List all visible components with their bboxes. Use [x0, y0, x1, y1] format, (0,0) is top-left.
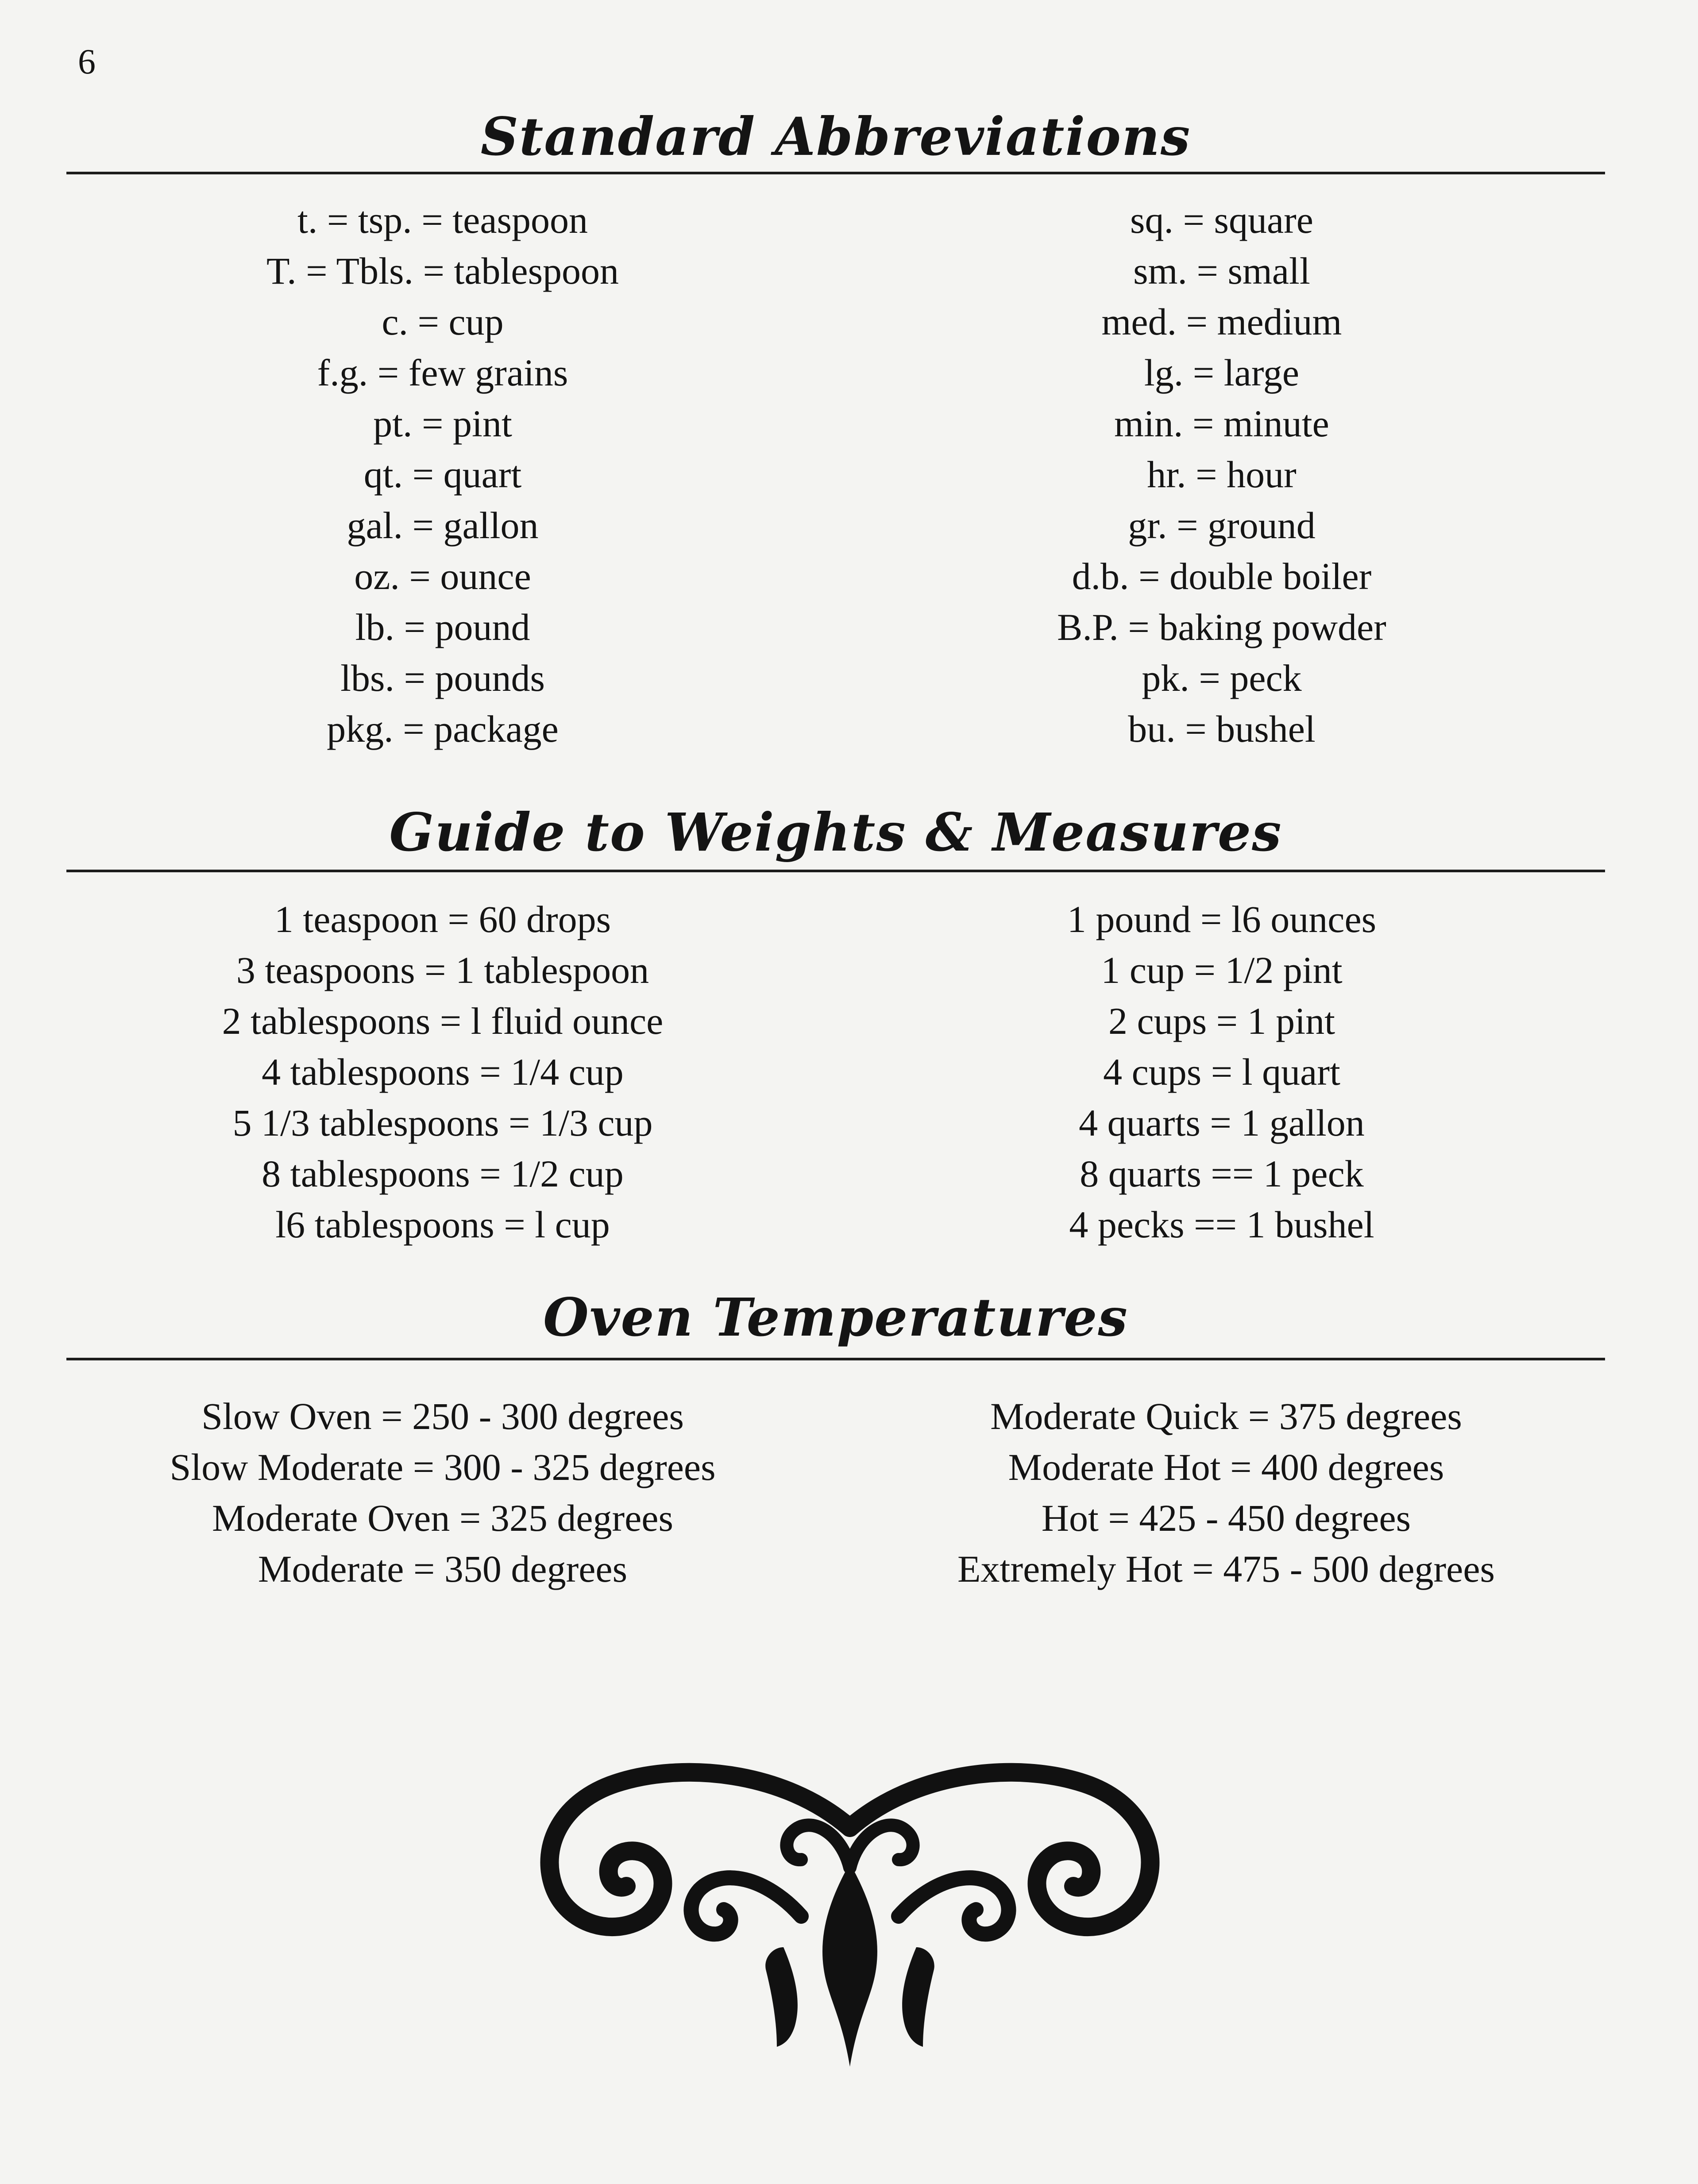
oven-right-column — [859, 1391, 1594, 1595]
measure-item: 3 teaspoons = 1 tablespoon — [236, 949, 649, 991]
abbreviation-item: oz. = ounce — [354, 555, 531, 597]
measure-item: 1 cup = 1/2 pint — [1101, 949, 1343, 991]
measure-item: 1 pound = l6 ounces — [1067, 898, 1377, 940]
abbreviations-left-column — [89, 195, 797, 755]
measure-item: 5 1/3 tablespoons = 1/3 cup — [232, 1102, 653, 1144]
oven-temperature-item: Hot = 425 - 450 degrees — [1041, 1497, 1411, 1539]
oven-temperature-item: Moderate Oven = 325 degrees — [212, 1497, 673, 1539]
oven-divider — [66, 1358, 1605, 1360]
measure-item: 1 teaspoon = 60 drops — [274, 898, 611, 940]
scroll-flourish-icon — [536, 1757, 1164, 2084]
weights-title: Guide to Weights & Measures — [389, 801, 1282, 863]
weights-right-column — [868, 894, 1576, 1250]
oven-temperature-item: Moderate = 350 degrees — [258, 1548, 628, 1590]
abbreviations-right-column — [868, 195, 1576, 755]
abbreviation-item: bu. = bushel — [1128, 708, 1316, 750]
abbreviation-item: B.P. = baking powder — [1057, 606, 1386, 648]
abbreviation-item: lbs. = pounds — [340, 657, 545, 699]
measure-item: l6 tablespoons = l cup — [275, 1203, 610, 1246]
weights-divider — [66, 870, 1605, 872]
abbreviation-item: sq. = square — [1130, 199, 1313, 241]
oven-temperature-item: Slow Oven = 250 - 300 degrees — [201, 1395, 684, 1437]
abbreviation-item: t. = tsp. = teaspoon — [297, 199, 588, 241]
abbreviation-item: min. = minute — [1114, 402, 1329, 445]
oven-temperature-item: Moderate Hot = 400 degrees — [1008, 1446, 1444, 1488]
page-number: 6 — [78, 42, 96, 81]
abbreviation-item: pt. = pint — [373, 402, 512, 445]
oven-left-column — [66, 1391, 819, 1595]
abbreviation-item: lg. = large — [1144, 351, 1300, 394]
oven-temperature-item: Slow Moderate = 300 - 325 degrees — [170, 1446, 716, 1488]
abbreviation-item: T. = Tbls. = tablespoon — [266, 250, 619, 292]
abbreviations-divider — [66, 172, 1605, 174]
oven-temperature-item: Moderate Quick = 375 degrees — [990, 1395, 1462, 1437]
measure-item: 8 tablespoons = 1/2 cup — [262, 1152, 624, 1195]
abbreviation-item: pk. = peck — [1142, 657, 1302, 699]
weights-left-column — [89, 894, 797, 1250]
measure-item: 2 tablespoons = l fluid ounce — [222, 1000, 664, 1042]
abbreviation-item: c. = cup — [382, 300, 504, 343]
oven-temperature-item: Extremely Hot = 475 - 500 degrees — [957, 1548, 1495, 1590]
measure-item: 4 cups = l quart — [1103, 1051, 1340, 1093]
abbreviation-item: med. = medium — [1101, 300, 1342, 343]
measure-item: 8 quarts == 1 peck — [1080, 1152, 1364, 1195]
oven-title: Oven Temperatures — [543, 1287, 1128, 1348]
abbreviation-item: hr. = hour — [1147, 453, 1297, 496]
measure-item: 4 pecks == 1 bushel — [1069, 1203, 1374, 1246]
abbreviation-item: d.b. = double boiler — [1072, 555, 1372, 597]
abbreviation-item: sm. = small — [1133, 250, 1310, 292]
measure-item: 2 cups = 1 pint — [1108, 1000, 1335, 1042]
abbreviation-item: qt. = quart — [363, 453, 522, 496]
measure-item: 4 tablespoons = 1/4 cup — [262, 1051, 624, 1093]
abbreviations-title: Standard Abbreviations — [480, 106, 1191, 167]
abbreviation-item: pkg. = package — [327, 708, 559, 750]
abbreviation-item: gal. = gallon — [347, 504, 539, 547]
abbreviation-item: gr. = ground — [1128, 504, 1316, 547]
abbreviation-item: f.g. = few grains — [317, 351, 568, 394]
measure-item: 4 quarts = 1 gallon — [1079, 1102, 1365, 1144]
abbreviation-item: lb. = pound — [355, 606, 530, 648]
